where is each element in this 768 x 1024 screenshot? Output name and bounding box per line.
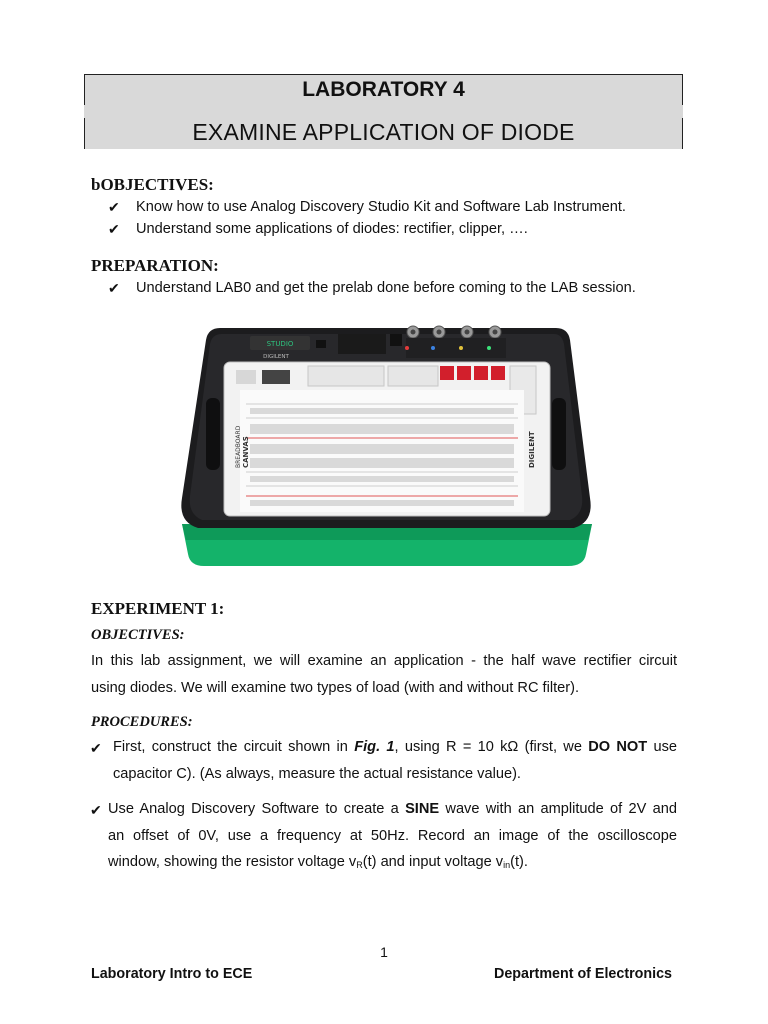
step1-text: use	[647, 739, 677, 755]
analog-discovery-studio-image	[176, 318, 598, 574]
preparation-heading: PREPARATION:	[91, 256, 219, 275]
step1-text: First, construct the circuit shown in	[113, 739, 355, 755]
step2-text: (t) and input voltage v	[362, 854, 504, 870]
breadboard-label: BREADBOARD	[235, 425, 242, 468]
board-brand-label: DIGILENT	[263, 354, 289, 360]
footer-left: Laboratory Intro to ECE	[91, 966, 253, 982]
board-model-label: STUDIO	[266, 340, 294, 348]
check-icon: ✔	[108, 199, 120, 215]
fig-ref: Fig. 1	[354, 739, 395, 755]
step2-text: window, showing the resistor voltage v	[108, 854, 357, 870]
side-brand-label: DIGILENT	[528, 431, 536, 468]
exp-objectives-text	[91, 648, 677, 701]
objective-item: Know how to use Analog Discovery Studio Kit and Software Lab Instrument.	[136, 199, 626, 215]
step1-emphasis: DO NOT	[588, 739, 648, 755]
subscript: in	[503, 860, 511, 870]
check-icon: ✔	[108, 280, 120, 296]
objective-item: Understand some applications of diodes: rectifier, clipper, ….	[136, 221, 528, 237]
page-number: 1	[380, 944, 388, 960]
exp-objectives-line: In this lab assignment, we will examine an application - the half wave rectifier circuit	[91, 653, 677, 669]
breadboard-label: CANVAS	[242, 436, 250, 468]
lab-subtitle: EXAMINE APPLICATION OF DIODE	[192, 119, 575, 145]
procedures-heading: PROCEDURES:	[91, 714, 193, 730]
procedure-step-2	[108, 796, 677, 879]
lab-title: LABORATORY 4	[302, 78, 465, 101]
subscript: R	[356, 860, 363, 870]
step1-text: , using R = 10 kΩ (first, we	[394, 739, 589, 755]
exp-objectives-line: using diodes. We will examine two types of load (with and without RC filter).	[91, 679, 580, 696]
check-icon: ✔	[108, 221, 120, 237]
procedure-step-1	[113, 734, 677, 787]
step2-text: an offset of 0V, use a frequency at 50Hz. Record an image of the oscilloscope	[108, 827, 677, 844]
preparation-item: Understand LAB0 and get the prelab done before coming to the LAB session.	[136, 280, 636, 296]
step2-text: (t).	[510, 854, 528, 870]
check-icon: ✔	[90, 740, 102, 756]
step2-emphasis: SINE	[405, 801, 440, 817]
check-icon: ✔	[90, 802, 102, 818]
experiment-heading: EXPERIMENT 1:	[91, 599, 225, 618]
footer-right: Department of Electronics	[494, 966, 672, 982]
step2-text: wave with an amplitude of 2V and	[439, 801, 677, 817]
exp-objectives-heading: OBJECTIVES:	[91, 627, 185, 643]
title-box-border	[84, 74, 683, 75]
objectives-heading: bOBJECTIVES:	[91, 175, 214, 194]
step1-text: capacitor C). (As always, measure the actual resistance value).	[113, 765, 521, 782]
step2-text: Use Analog Discovery Software to create a	[108, 801, 406, 817]
